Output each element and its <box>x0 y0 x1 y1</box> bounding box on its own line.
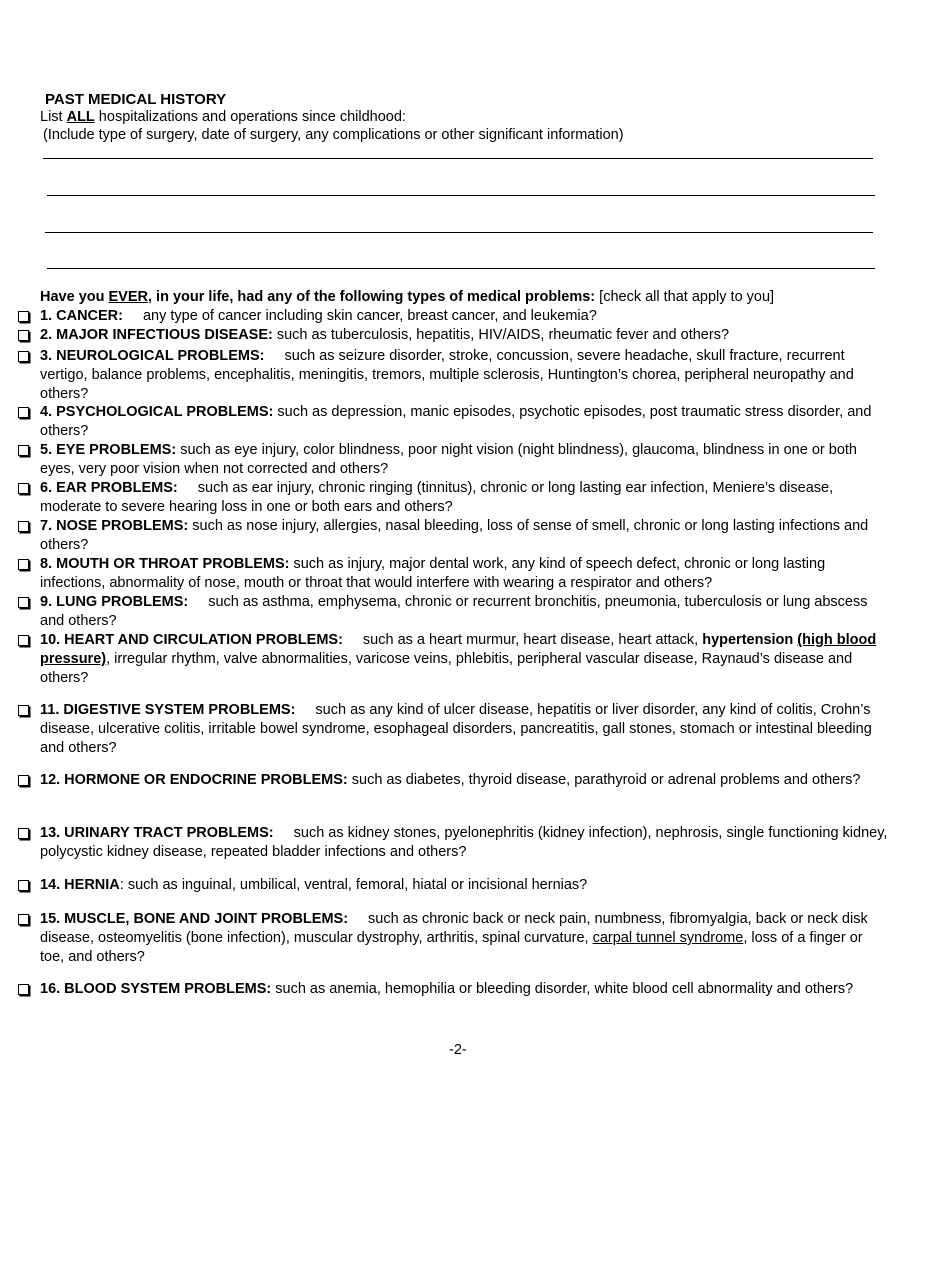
condition-item-neurological <box>18 347 888 404</box>
checkbox-urinary[interactable] <box>18 828 29 839</box>
include-note: (Include type of surgery, date of surgery, any complications or other significant information) <box>43 127 624 143</box>
item-label: 7. NOSE PROBLEMS: <box>40 518 189 534</box>
item-label: 13. URINARY TRACT PROBLEMS: <box>40 825 274 841</box>
item-desc: such as anemia, hemophilia or bleeding disorder, white blood cell abnormality and others? <box>271 981 854 997</box>
checkbox-infectious[interactable] <box>18 330 29 341</box>
instruction-line <box>40 108 406 127</box>
question-have-you: Have you <box>40 289 109 305</box>
answer-line-1[interactable] <box>43 158 873 159</box>
item-desc: such as diabetes, thyroid disease, parathyroid or adrenal problems and others? <box>347 772 861 788</box>
item-desc: such as seizure disorder, stroke, concussion, severe headache, skull fracture, recurrent vertigo, balance problems, encephalitis, meningitis, tremors, multiple sclerosis, Huntington’s chorea, peripheral neuropathy and others? <box>40 348 854 402</box>
item-label: 1. CANCER: <box>40 308 123 324</box>
item-desc: any type of cancer including skin cancer, breast cancer, and leukemia? <box>142 308 597 324</box>
item-label: 16. BLOOD SYSTEM PROBLEMS: <box>40 981 272 997</box>
item-label: 4. PSYCHOLOGICAL PROBLEMS: <box>40 404 274 420</box>
condition-item-digestive <box>18 701 888 758</box>
item-desc: such as depression, manic episodes, psychotic episodes, post traumatic stress disorder, and others? <box>40 404 872 439</box>
condition-item-hernia <box>18 876 888 895</box>
checkbox-eye[interactable] <box>18 445 29 456</box>
section-title: PAST MEDICAL HISTORY <box>45 91 227 108</box>
checkbox-neurological[interactable] <box>18 351 29 362</box>
condition-item-eye <box>18 441 888 479</box>
item-carpal-tunnel: carpal tunnel syndrome <box>592 930 744 946</box>
checkbox-hernia[interactable] <box>18 880 29 891</box>
item-label: 3. NEUROLOGICAL PROBLEMS: <box>40 348 265 364</box>
item-label: 9. LUNG PROBLEMS: <box>40 594 189 610</box>
item-label: 14. HERNIA <box>40 877 120 893</box>
item-label: 15. MUSCLE, BONE AND JOINT PROBLEMS: <box>40 911 349 927</box>
instruction-prefix: List <box>40 109 67 125</box>
condition-item-blood <box>18 980 888 999</box>
condition-item-nose <box>18 517 888 555</box>
condition-item-musculoskeletal <box>18 910 888 967</box>
item-desc: : such as inguinal, umbilical, ventral, femoral, hiatal or incisional hernias? <box>119 877 588 893</box>
condition-item-heart <box>18 631 888 688</box>
condition-item-urinary <box>18 824 888 862</box>
page-number: -2- <box>449 1042 467 1058</box>
item-desc: such as chronic back or neck pain, numbness, fibromyalgia, back or neck disk disease, osteomyelitis (bone infection), muscular dystrophy, arthritis, spinal curvature, <box>40 911 868 946</box>
checkbox-blood[interactable] <box>18 984 29 995</box>
item-desc-continued: , loss of a finger or toe, and others? <box>40 930 863 965</box>
item-desc: such as tuberculosis, hepatitis, HIV/AIDS, rheumatic fever and others? <box>272 327 730 343</box>
question-check-note: [check all that apply to you] <box>595 289 775 305</box>
condition-item-cancer <box>18 307 888 326</box>
checkbox-psychological[interactable] <box>18 407 29 418</box>
item-label: 2. MAJOR INFECTIOUS DISEASE: <box>40 327 273 343</box>
item-desc: such as nose injury, allergies, nasal bleeding, loss of sense of smell, chronic or long lasting infections and others? <box>40 518 869 553</box>
checkbox-musculoskeletal[interactable] <box>18 914 29 925</box>
instruction-suffix: hospitalizations and operations since childhood: <box>94 109 406 125</box>
checkbox-hormone[interactable] <box>18 775 29 786</box>
condition-item-lung <box>18 593 888 631</box>
item-desc-continued: , irregular rhythm, valve abnormalities, varicose veins, phlebitis, peripheral vascular disease, Raynaud’s disease and others? <box>40 651 853 686</box>
item-label: 8. MOUTH OR THROAT PROBLEMS: <box>40 556 290 572</box>
checkbox-mouth-throat[interactable] <box>18 559 29 570</box>
checkbox-digestive[interactable] <box>18 705 29 716</box>
item-desc: such as injury, major dental work, any kind of speech defect, chronic or long lasting infections, abnormality of nose, mouth or throat that would interfere with wearing a respirator and others? <box>40 556 826 591</box>
item-label: 11. DIGESTIVE SYSTEM PROBLEMS: <box>40 702 296 718</box>
answer-line-2[interactable] <box>47 195 875 196</box>
condition-item-ear <box>18 479 888 517</box>
question-ever: EVER <box>108 289 148 305</box>
item-label: 6. EAR PROBLEMS: <box>40 480 178 496</box>
item-desc: such as kidney stones, pyelonephritis (kidney infection), nephrosis, single functioning kidney, polycystic kidney disease, repeated bladder infections and others? <box>40 825 888 860</box>
checkbox-ear[interactable] <box>18 483 29 494</box>
checkbox-cancer[interactable] <box>18 311 29 322</box>
item-desc: such as a heart murmur, heart disease, heart attack, <box>362 632 699 648</box>
condition-item-psychological <box>18 403 888 441</box>
checkbox-lung[interactable] <box>18 597 29 608</box>
condition-item-hormone <box>18 771 888 790</box>
question-intro <box>40 288 920 307</box>
item-label: 12. HORMONE OR ENDOCRINE PROBLEMS: <box>40 772 348 788</box>
condition-item-infectious <box>18 326 888 345</box>
checkbox-nose[interactable] <box>18 521 29 532</box>
item-hypertension: hypertension <box>702 632 798 648</box>
checkbox-heart[interactable] <box>18 635 29 646</box>
item-desc: such as any kind of ulcer disease, hepatitis or liver disorder, any kind of colitis, Crohn’s disease, ulcerative colitis, irritable bowel syndrome, esophageal disorders, pancreatitis, gall stones, stomach or intestinal bleeding and others? <box>40 702 872 756</box>
answer-line-3[interactable] <box>45 232 873 233</box>
item-label: 10. HEART AND CIRCULATION PROBLEMS: <box>40 632 343 648</box>
item-desc: such as ear injury, chronic ringing (tinnitus), chronic or long lasting ear infection, Meniere’s disease, moderate to severe hearing loss in one or both ears and others? <box>40 480 834 515</box>
item-desc: such as asthma, emphysema, chronic or recurrent bronchitis, pneumonia, tuberculosis or lung abscess and others? <box>40 594 868 629</box>
item-desc: such as eye injury, color blindness, poor night vision (night blindness), glaucoma, blindness in one or both eyes, very poor vision when not corrected and others? <box>40 442 857 477</box>
item-high-blood-pressure: (high blood pressure) <box>40 632 877 667</box>
instruction-all: ALL <box>66 109 95 125</box>
question-rest: , in your life, had any of the following types of medical problems: <box>148 289 596 305</box>
item-label: 5. EYE PROBLEMS: <box>40 442 177 458</box>
condition-item-mouth-throat <box>18 555 888 593</box>
answer-line-4[interactable] <box>47 268 875 269</box>
